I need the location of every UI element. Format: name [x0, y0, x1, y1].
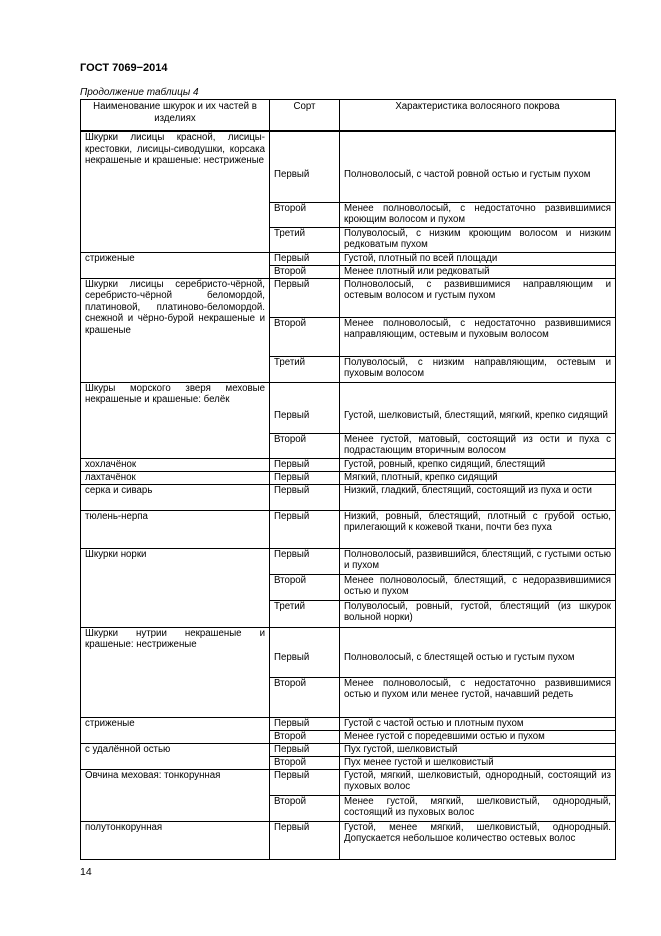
- row-desc-cell: Менее полноволосый, с недостаточно развившимися остью и пухом или менее густой, начавший редеть: [340, 677, 616, 717]
- table-row: [81, 510, 616, 548]
- row-desc-cell: Полноволосый, с блестящей остью и густым пухом: [340, 627, 616, 677]
- row-grade-cell: Первый: [270, 743, 340, 756]
- row-name-cell: Шкурки лисицы серебристо-чёрной, серебристо-чёрной беломордой, платиновой, платиново-беломордой. снежной и чёрно-бурой некрашеные и крашеные: [81, 278, 270, 382]
- table-row: [81, 548, 616, 574]
- table-row: [81, 252, 616, 265]
- column-header-grade: Сорт: [270, 100, 340, 132]
- row-desc-cell: Менее густой, матовый, состоящий из ости и пуха с подрастающим вторичным волосом: [340, 433, 616, 458]
- table-row: [81, 471, 616, 484]
- row-name-cell: стриженые: [81, 717, 270, 743]
- table-row: [81, 769, 616, 795]
- row-name-cell: Шкурки нутрии некрашеные и крашеные: нестриженые: [81, 627, 270, 717]
- table-row: [81, 743, 616, 756]
- table-row: [81, 821, 616, 859]
- column-header-characteristic: Характеристика волосяного покрова: [340, 100, 616, 132]
- row-desc-cell: Менее полноволосый, с недостаточно развившимися кроющим волосом и пухом: [340, 202, 616, 227]
- table-caption: Продолжение таблицы 4: [80, 87, 199, 98]
- row-desc-cell: Густой, плотный по всей площади: [340, 252, 616, 265]
- row-grade-cell: Первый: [270, 484, 340, 510]
- row-desc-cell: Низкий, ровный, блестящий, плотный с грубой остью, прилегающий к кожевой ткани, почти без пуха: [340, 510, 616, 548]
- row-grade-cell: Первый: [270, 382, 340, 433]
- row-desc-cell: Густой, мягкий, шелковистый, однородный, состоящий из пуховых волос: [340, 769, 616, 795]
- row-desc-cell: Менее густой, мягкий, шелковистый, однородный, состоящий из пуховых волос: [340, 795, 616, 821]
- row-name-cell: тюлень-нерпа: [81, 510, 270, 548]
- characteristics-table: [80, 99, 616, 860]
- row-name-cell: Овчина меховая: тонкорунная: [81, 769, 270, 821]
- table-row: [81, 278, 616, 317]
- row-grade-cell: Первый: [270, 131, 340, 202]
- table-row: [81, 458, 616, 471]
- row-name-cell: Шкурки лисицы красной, лисицы-крестовки, лисицы-сиводушки, корсака некрашеные и крашеные: нестриженые: [81, 131, 270, 252]
- row-desc-cell: Густой, менее мягкий, шелковистый, однородный. Допускается небольшое количество остевых волос: [340, 821, 616, 859]
- row-desc-cell: Пух густой, шелковистый: [340, 743, 616, 756]
- row-name-cell: стриженые: [81, 252, 270, 278]
- row-desc-cell: Полноволосый, с развившимися направляющим и остевым волосом и густым пухом: [340, 278, 616, 317]
- row-grade-cell: Третий: [270, 227, 340, 252]
- table-row: [81, 484, 616, 510]
- row-grade-cell: Первый: [270, 821, 340, 859]
- row-name-cell: хохлачёнок: [81, 458, 270, 471]
- row-grade-cell: Первый: [270, 627, 340, 677]
- row-name-cell: серка и сиварь: [81, 484, 270, 510]
- row-desc-cell: Полноволосый, с частой ровной остью и густым пухом: [340, 131, 616, 202]
- row-desc-cell: Полуволосый, ровный, густой, блестящий (из шкурок вольной норки): [340, 600, 616, 627]
- page-number: 14: [80, 866, 92, 878]
- row-name-cell: Шкурки норки: [81, 548, 270, 627]
- row-grade-cell: Первый: [270, 252, 340, 265]
- row-grade-cell: Второй: [270, 265, 340, 278]
- row-desc-cell: Пух менее густой и шелковистый: [340, 756, 616, 769]
- column-header-name: Наименование шкурок и их частей в изделиях: [81, 100, 270, 132]
- row-name-cell: с удалённой остью: [81, 743, 270, 769]
- table-row: [81, 131, 616, 202]
- row-desc-cell: Густой, ровный, крепко сидящий, блестящий: [340, 458, 616, 471]
- table-header-row: [81, 100, 616, 132]
- row-grade-cell: Первый: [270, 278, 340, 317]
- row-grade-cell: Первый: [270, 717, 340, 730]
- row-grade-cell: Третий: [270, 356, 340, 382]
- row-grade-cell: Второй: [270, 730, 340, 743]
- row-desc-cell: Менее плотный или редковатый: [340, 265, 616, 278]
- row-grade-cell: Второй: [270, 677, 340, 717]
- row-grade-cell: Второй: [270, 433, 340, 458]
- row-desc-cell: Менее полноволосый, с недостаточно развившимися направляющим, остевым и пуховым волосом: [340, 317, 616, 356]
- row-desc-cell: Полуволосый, с низким кроющим волосом и низким редковатым пухом: [340, 227, 616, 252]
- row-grade-cell: Второй: [270, 574, 340, 600]
- row-name-cell: Шкуры морского зверя меховые некрашеные и крашеные: белёк: [81, 382, 270, 458]
- row-desc-cell: Густой с частой остью и плотным пухом: [340, 717, 616, 730]
- row-grade-cell: Второй: [270, 756, 340, 769]
- row-desc-cell: Менее полноволосый, блестящий, с недоразвившимися остью и пухом: [340, 574, 616, 600]
- row-desc-cell: Менее густой с поредевшими остью и пухом: [340, 730, 616, 743]
- row-grade-cell: Второй: [270, 202, 340, 227]
- row-desc-cell: Мягкий, плотный, крепко сидящий: [340, 471, 616, 484]
- row-grade-cell: Первый: [270, 471, 340, 484]
- document-code: ГОСТ 7069−2014: [80, 62, 168, 74]
- row-desc-cell: Низкий, гладкий, блестящий, состоящий из пуха и ости: [340, 484, 616, 510]
- row-desc-cell: Полуволосый, с низким направляющим, остевым и пуховым волосом: [340, 356, 616, 382]
- row-grade-cell: Первый: [270, 769, 340, 795]
- table-row: [81, 717, 616, 730]
- table-row: [81, 382, 616, 433]
- row-grade-cell: Третий: [270, 600, 340, 627]
- row-grade-cell: Второй: [270, 317, 340, 356]
- row-grade-cell: Первый: [270, 510, 340, 548]
- row-desc-cell: Полноволосый, развившийся, блестящий, с густыми остью и пухом: [340, 548, 616, 574]
- row-grade-cell: Первый: [270, 458, 340, 471]
- row-name-cell: полутонкорунная: [81, 821, 270, 859]
- row-name-cell: лахтачёнок: [81, 471, 270, 484]
- table-row: [81, 627, 616, 677]
- row-grade-cell: Первый: [270, 548, 340, 574]
- row-grade-cell: Второй: [270, 795, 340, 821]
- row-desc-cell: Густой, шелковистый, блестящий, мягкий, крепко сидящий: [340, 382, 616, 433]
